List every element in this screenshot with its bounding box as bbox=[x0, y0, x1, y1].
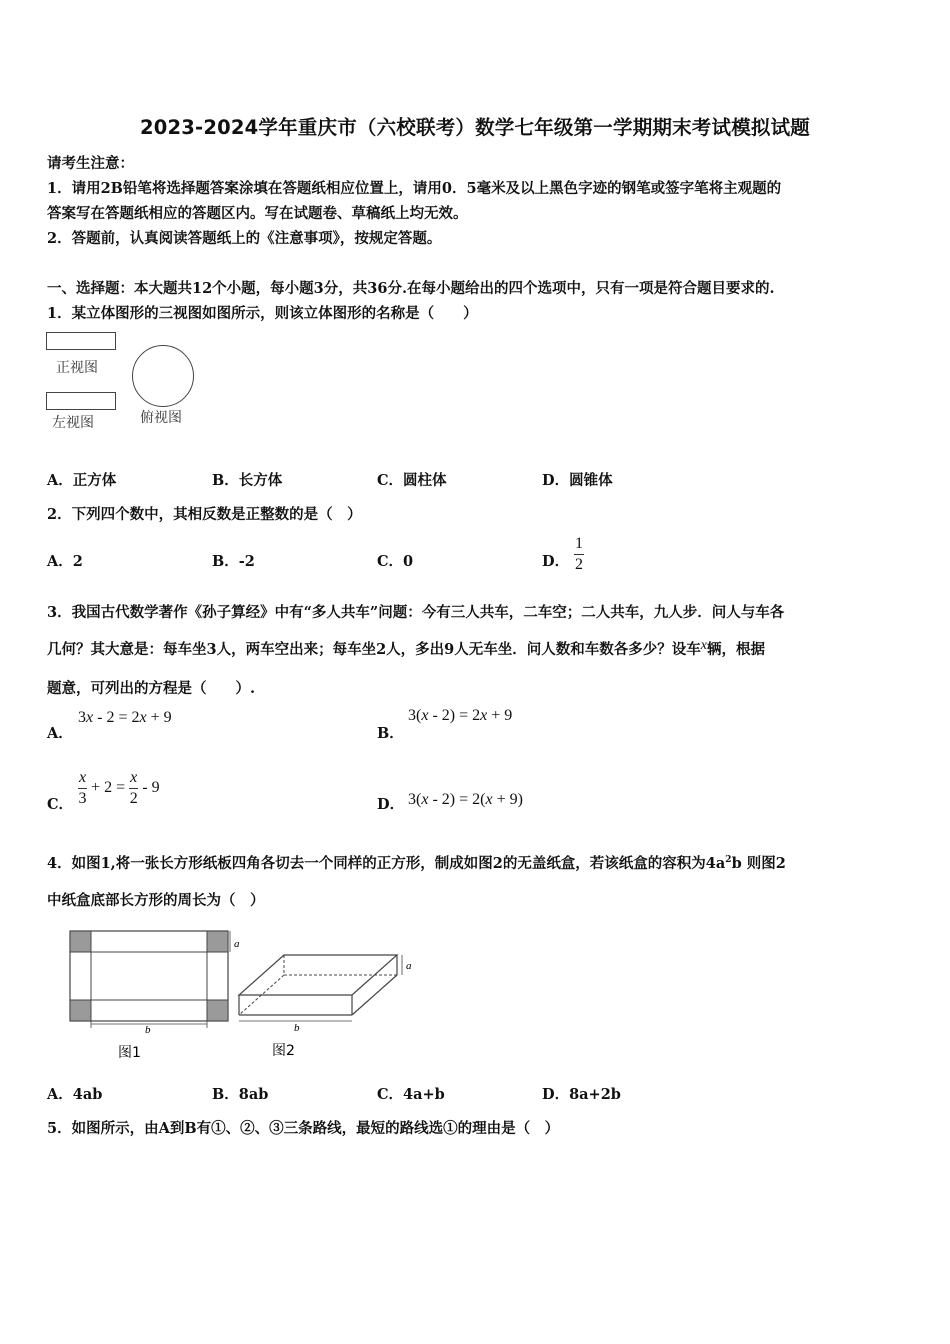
q2-option-a: A．2 bbox=[47, 553, 83, 570]
q1-option-d: D．圆锥体 bbox=[542, 472, 613, 489]
q3-option-a-equation: 3x - 2 = 2x + 9 bbox=[78, 709, 172, 726]
q2-option-b: B．-2 bbox=[212, 553, 255, 570]
q1-left-view-rect bbox=[46, 392, 116, 410]
q1-front-view-rect bbox=[46, 332, 116, 350]
q4-line-2: 中纸盒底部长方形的周长为（ ） bbox=[47, 892, 265, 909]
q3-line-2 bbox=[47, 638, 765, 659]
q3-line-3: 题意，可列出的方程是（ ）. bbox=[47, 680, 256, 697]
q3-option-b-equation: 3(x - 2) = 2x + 9 bbox=[408, 707, 513, 724]
q2-d-numerator: 1 bbox=[574, 536, 584, 555]
q4-line-1: 4．如图1,将一张长方形纸板四角各切去一个同样的正方形，制成如图2的无盖纸盒，若该纸盒的容积为$4a^2b$ 则图2 bbox=[47, 855, 786, 872]
q3-option-c-label: C． bbox=[47, 796, 74, 813]
q2-stem: 2．下列四个数中，其相反数是正整数的是（ ） bbox=[47, 506, 362, 523]
q1-option-c: C．圆柱体 bbox=[377, 472, 447, 489]
q4-fig1-caption: 图1 bbox=[118, 1045, 141, 1061]
page-title: 2023-2024学年重庆市（六校联考）数学七年级第一学期期末考试模拟试题 bbox=[139, 116, 811, 139]
q4-figure-1 bbox=[60, 925, 250, 1065]
q4-option-d: D．8a+2b bbox=[542, 1086, 621, 1103]
q1-option-a: A．正方体 bbox=[47, 472, 117, 489]
q3-option-c-equation: $\frac{x}{3}$ + 2 = $\frac{x}{2}$ - 9 bbox=[78, 769, 160, 807]
q4-option-a: A．4ab bbox=[47, 1086, 103, 1103]
q3-var-x: x bbox=[700, 638, 707, 653]
q3-line-2a: 几何？其大意是：每车坐3人，两车空出来；每车坐2人，多出9人无车坐．问人数和车数各多少？设车 bbox=[47, 641, 701, 658]
section-heading: 一、选择题：本大题共12个小题，每小题3分，共36分.在每小题给出的四个选项中，只有一项是符合题目要求的. bbox=[47, 280, 775, 297]
q1-option-b: B．长方体 bbox=[212, 472, 283, 489]
q1-left-view-label: 左视图 bbox=[52, 415, 94, 431]
notice-heading: 请考生注意： bbox=[47, 155, 134, 172]
q1-top-view-label: 俯视图 bbox=[140, 410, 182, 426]
q4-fig2-a-label: a bbox=[406, 960, 412, 972]
q1-top-view-circle bbox=[132, 345, 194, 407]
q3-option-b-label: B． bbox=[377, 725, 404, 742]
notice-line-1b: 答案写在答题纸相应的答题区内。写在试题卷、草稿纸上均无效。 bbox=[47, 205, 468, 222]
q4-fig2-b-label: b bbox=[294, 1022, 300, 1034]
q4-figure-2 bbox=[232, 945, 422, 1065]
q3-option-a-label: A． bbox=[47, 725, 73, 742]
q2-option-d-fraction bbox=[574, 536, 584, 573]
q2-option-c: C．0 bbox=[377, 553, 414, 570]
q2-d-denominator: 2 bbox=[575, 556, 583, 573]
q4-fig1-b-label: b bbox=[145, 1024, 151, 1036]
q3-option-d-label: D． bbox=[377, 796, 405, 813]
notice-line-2: 2．答题前，认真阅读答题纸上的《注意事项》，按规定答题。 bbox=[47, 230, 442, 247]
notice-line-1: 1．请用2B铅笔将选择题答案涂填在答题纸相应位置上，请用0．5毫米及以上黑色字迹的钢笔或签字笔将主观题的 bbox=[47, 180, 782, 197]
q4-fig1-a-label: a bbox=[234, 938, 240, 950]
q5-stem: 5．如图所示，由A到B有①、②、③三条路线，最短的路线选①的理由是（ ） bbox=[47, 1120, 560, 1137]
q4-option-c: C．4a+b bbox=[377, 1086, 445, 1103]
q2-option-d: D． bbox=[542, 553, 570, 570]
q4-option-b: B．8ab bbox=[212, 1086, 269, 1103]
q1-front-view-label: 正视图 bbox=[56, 360, 98, 376]
q3-line-2b: 辆，根据 bbox=[706, 641, 765, 658]
q3-line-1: 3．我国古代数学著作《孙子算经》中有“多人共车”问题：今有三人共车，二车空；二人共车，九人步．问人与车各 bbox=[47, 604, 785, 621]
q4-fig2-caption: 图2 bbox=[272, 1043, 295, 1059]
q1-stem: 1．某立体图形的三视图如图所示，则该立体图形的名称是（ ） bbox=[47, 305, 478, 322]
q3-option-d-equation: 3(x - 2) = 2(x + 9) bbox=[408, 791, 523, 808]
